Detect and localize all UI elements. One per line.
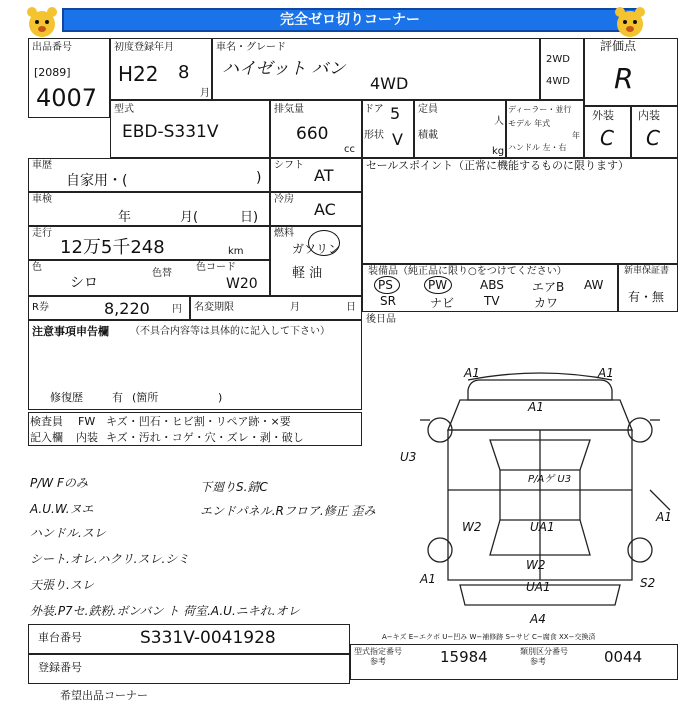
damage-legend: A−キズ E−エクボ U−凹み W−補修跡 S−サビ C−腐食 XX−交換済 (382, 633, 596, 641)
inspection-box (28, 192, 270, 226)
spec-ref: 参考 (370, 657, 386, 666)
reg-era-year: H22 (118, 62, 159, 86)
shape-value: V (392, 130, 403, 149)
inspection-year: 年 (118, 210, 132, 225)
equip-leather: カワ (534, 296, 559, 310)
class-ref: 参考 (530, 657, 546, 666)
ext-label: 外装 (592, 109, 614, 122)
equip-pw: PW (428, 278, 448, 292)
mascot-bear-icon-right (610, 2, 650, 42)
chassis-value: S331V-0041928 (140, 628, 276, 648)
remark-left-4: シート.オレ.ハクリ.スレ.シミ (30, 552, 190, 566)
remark-right-2: エンドパネル.Rフロア.修正 歪み (200, 504, 376, 518)
shift-value: AT (314, 166, 334, 185)
color-change-label: 色替 (152, 268, 172, 279)
dmg-mark-10: A1 (420, 572, 436, 586)
disp-label: 排気量 (274, 104, 304, 115)
cap-unit: 人 (494, 116, 504, 127)
equip-ps: PS (378, 278, 393, 292)
dealer-model-label: モデル 年式 (508, 119, 551, 128)
cert-day: 日 (346, 302, 356, 313)
equip-label: 装備品（純正品に限り○をつけてください） (368, 266, 567, 277)
remark-right-1: 下廻りS.錆C (200, 480, 268, 494)
dmg-mark-9: UA1 (526, 580, 551, 594)
dmg-mark-13: A4 (530, 612, 546, 626)
disp-unit: cc (344, 144, 355, 155)
sales-label: セールスポイント（正常に機能するものに限ります） (366, 159, 630, 172)
history-box (28, 158, 270, 192)
car-drive: 4WD (370, 74, 409, 93)
model-label: 型式 (114, 104, 134, 115)
repair-value: 有 (112, 391, 123, 404)
int-label: 内装 (638, 109, 660, 122)
equip-pw-circle (424, 276, 452, 294)
cert-month: 月 (290, 302, 300, 313)
notes-label: 注意事項申告欄 (32, 325, 109, 338)
remark-left-2: A.U.W.ヌエ (30, 502, 94, 516)
model-value: EBD-S331V (122, 122, 219, 142)
chassis-label: 車台番号 (38, 631, 82, 644)
warranty-value: 有・無 (628, 290, 665, 304)
shape-label: 形状 (364, 130, 384, 141)
footer-label: 希望出品コーナー (60, 689, 148, 702)
repair-label: 修復歴 (50, 391, 83, 404)
recycle-unit: 円 (172, 304, 182, 315)
lot-code: [2089] (34, 66, 71, 79)
dealer-label: ディーラー・並行 (508, 105, 572, 114)
cap-label: 定員 (418, 104, 438, 115)
car-label: 車名・グレード (216, 42, 286, 53)
history-value: 自家用・( (66, 173, 128, 189)
repair-close: ) (218, 391, 223, 404)
dmg-mark-6: W2 (462, 520, 482, 534)
inspector-nai: 内装 (76, 431, 98, 444)
dmg-mark-11: A1 (656, 510, 672, 524)
drive-box (540, 38, 584, 100)
grade-label: 評価点 (600, 39, 637, 53)
color-label: 色 (32, 262, 42, 273)
dmg-mark-7: UA1 (530, 520, 555, 534)
load-label: 積載 (418, 130, 438, 141)
reg-month: 8 (178, 62, 190, 83)
ac-value: AC (314, 200, 336, 219)
mileage-value: 12万5千248 (60, 237, 165, 258)
equip-airbag: エアB (532, 280, 565, 294)
banner-title: 完全ゼロ切りコーナー (62, 8, 638, 32)
inspector-label: 検査員 (30, 415, 63, 428)
fuel-gasoline-circle (308, 230, 340, 256)
mileage-label: 走行 (32, 228, 52, 239)
lot-number: 4007 (36, 84, 98, 112)
dmg-mark-5: P/Aゲ U3 (528, 474, 572, 485)
inspector-line2: キズ・汚れ・コゲ・穴・ズレ・剥・破し (106, 431, 304, 444)
dealer-handle-label: ハンドル 左・右 (508, 143, 567, 152)
ac-label: 冷房 (274, 194, 294, 205)
fuel-gasoline: ガソリン (292, 242, 341, 256)
dmg-mark-8: W2 (526, 558, 546, 572)
fuel-diesel: 軽 油 (292, 266, 323, 281)
history-close: ) (256, 170, 262, 186)
inspector-line1: キズ・凹石・ヒビ割・リペア跡・×要 (106, 415, 291, 428)
car-name: ハイゼット バン (222, 59, 346, 79)
inspection-day: 日) (240, 210, 259, 225)
dealer-year-unit: 年 (572, 131, 580, 140)
notes-sub: （不具合内容等は具体的に記入して下さい） (130, 326, 330, 337)
class-value: 0044 (604, 648, 643, 666)
inspector-fw: FW (78, 415, 96, 428)
dmg-mark-12: S2 (640, 576, 656, 590)
equip-ps-circle (374, 276, 400, 294)
remark-left-1: P/W Fのみ (30, 476, 88, 490)
back-seat-label: 後日品 (366, 314, 396, 325)
door-value: 5 (390, 104, 401, 123)
dmg-mark-4: U3 (400, 450, 417, 464)
load-unit: kg (492, 146, 505, 157)
repair-suffix: (箇所 (132, 391, 159, 404)
mascot-bear-icon-left (22, 2, 62, 42)
equip-navi: ナビ (430, 296, 455, 310)
color-code-label: 色コード (196, 262, 236, 273)
recycle-value: 8,220 (104, 299, 150, 318)
remark-left-5: 天張り.スレ (30, 578, 94, 592)
int-value: C (646, 126, 660, 150)
inspection-label: 車検 (32, 194, 52, 205)
fuel-label: 燃料 (274, 228, 294, 239)
reg-label: 初度登録年月 (114, 42, 174, 53)
equip-tv: TV (484, 294, 500, 308)
equip-aw: AW (584, 278, 604, 292)
lot-label: 出品番号 (32, 42, 72, 53)
history-label: 車歴 (32, 160, 52, 171)
disp-value: 660 (296, 124, 329, 144)
opt-2wd: 2WD (546, 54, 570, 65)
inspector-label2: 記入欄 (30, 431, 63, 444)
opt-4wd: 4WD (546, 76, 570, 87)
spec-label: 型式指定番号 (354, 647, 402, 656)
cert-label: 名変期限 (194, 302, 234, 313)
dmg-mark-2: A1 (598, 366, 614, 380)
shift-label: シフト (274, 160, 304, 171)
grade-value: R (614, 62, 634, 95)
recycle-label: R券 (32, 302, 49, 313)
equip-sr: SR (380, 294, 396, 308)
mileage-unit: km (228, 246, 244, 257)
sales-box (362, 158, 678, 264)
color-value: シロ (70, 275, 98, 291)
warranty-label: 新車保証書 (624, 266, 670, 276)
dmg-mark-3: A1 (528, 400, 544, 414)
ext-value: C (600, 126, 614, 150)
door-label: ドア (364, 104, 384, 115)
dmg-mark-1: A1 (464, 366, 480, 380)
remark-left-3: ハンドル.スレ (30, 526, 106, 540)
inspection-month: 月( (180, 210, 199, 225)
reg-month-unit: 月 (200, 88, 210, 99)
remark-left-6: 外装.P7セ.鉄粉.ボンバン ト 荷室.A.U.ニキれ.オレ (30, 604, 300, 618)
class-label: 類別区分番号 (520, 647, 568, 656)
regno-label: 登録番号 (38, 661, 82, 674)
color-code: W20 (226, 276, 258, 292)
equip-abs: ABS (480, 278, 504, 292)
spec-value: 15984 (440, 648, 488, 666)
